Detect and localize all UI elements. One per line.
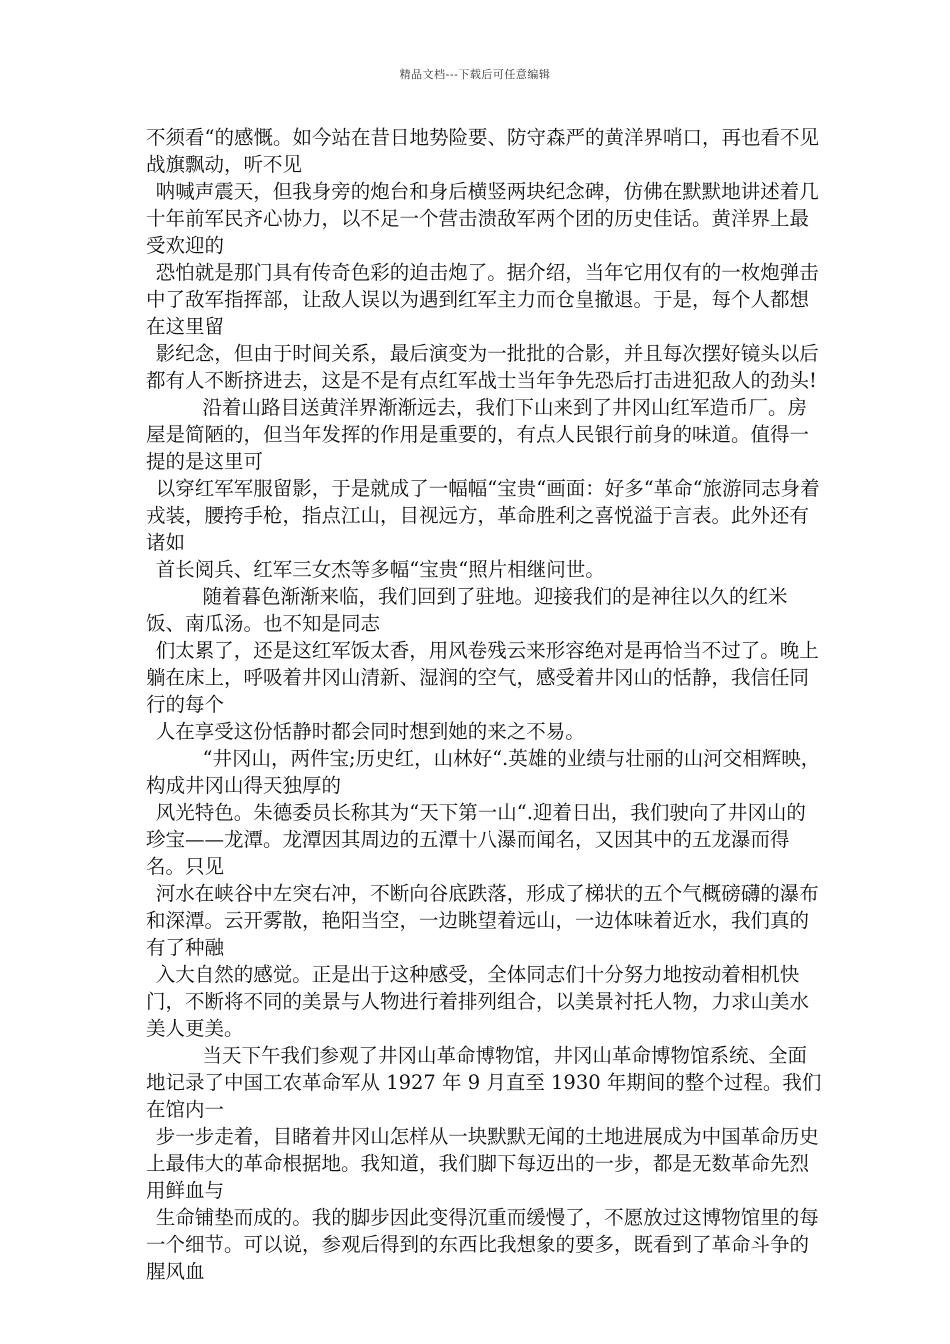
paragraph: 首长阅兵、红军三女杰等多幅“宝贵“照片相继问世。 (155, 558, 605, 581)
paragraph: 人在享受这份恬静时都会同时想到她的来之不易。 (155, 720, 585, 743)
paragraph: 风光特色。朱德委员长称其为“天下第一山“.迎着日出，我们驶向了井冈山的珍宝——龙潭。龙潭因其周边的五潭十八瀑而闻名，又因其中的五龙瀑而得名。只见 (146, 801, 806, 878)
paragraph: 不须看“的感慨。如今站在昔日地势险要、防守森严的黄洋界哨口，再也看不见战旗飘动，听不见 (146, 126, 819, 176)
paragraph: 河水在峡谷中左突右冲，不断向谷底跌落，形成了梯状的五个气概磅礴的瀑布和深潭。云开雾散，艳阳当空，一边眺望着远山，一边体味着近水，我们真的有了种融 (146, 882, 819, 959)
paragraph: 以穿红军军服留影，于是就成了一幅幅“宝贵“画面：好多“革命“旅游同志身着戎装，腰挎手枪，指点江山，目视远方，革命胜利之喜悦溢于言表。此外还有诸如 (146, 477, 820, 554)
paragraph: 恐怕就是那门具有传奇色彩的迫击炮了。据介绍，当年它用仅有的一枚炮弹击中了敌军指挥部，让敌人误以为遇到红军主力而仓皇撤退。于是，每个人都想在这里留 (146, 261, 819, 338)
paragraph: 当天下午我们参观了井冈山革命博物馆，井冈山革命博物馆系统、全面地记录了中国工农革命军从 1927 年 9 月直至 1930 年期间的整个过程。我们在馆内一 (146, 1044, 822, 1121)
paragraph: 入大自然的感觉。正是出于这种感受，全体同志们十分努力地按动着相机快门，不断将不同的美景与人物进行着排列组合，以美景衬托人物，力求山美水美人更美。 (146, 963, 810, 1040)
paragraph: 步一步走着，目睹着井冈山怎样从一块默默无闻的土地进展成为中国革命历史上最伟大的革命根据地。我知道，我们脚下每迈出的一步，都是无数革命先烈用鲜血与 (146, 1125, 819, 1202)
document-body (146, 124, 822, 1285)
paragraph: 沿着山路目送黄洋界渐渐远去，我们下山来到了井冈山红军造币厂。房屋是简陋的，但当年发挥的作用是重要的，有点人民银行前身的味道。值得一提的是这里可 (146, 396, 810, 473)
paragraph: 呐喊声震天，但我身旁的炮台和身后横竖两块纪念碑，仿佛在默默地讲述着几十年前军民齐心协力，以不足一个营击溃敌军两个团的历史佳话。黄洋界上最受欢迎的 (146, 180, 819, 257)
page-header: 精品文档---下载后可任意编辑 (399, 68, 551, 81)
paragraph: 生命铺垫而成的。我的脚步因此变得沉重而缓慢了，不愿放过这博物馆里的每一个细节。可以说，参观后得到的东西比我想象的要多，既看到了革命斗争的腥风血 (146, 1206, 819, 1283)
paragraph: 们太累了，还是这红军饭太香，用风卷残云来形容绝对是再恰当不过了。晚上躺在床上，呼吸着井冈山清新、湿润的空气，感受着井冈山的恬静，我信任同行的每个 (146, 639, 819, 716)
paragraph: “井冈山，两件宝;历史红，山林好“.英雄的业绩与壮丽的山河交相辉映，构成井冈山得天独厚的 (146, 747, 821, 797)
paragraph: 随着暮色渐渐来临，我们回到了驻地。迎接我们的是神往以久的红米饭、南瓜汤。也不知是同志 (146, 585, 788, 635)
paragraph: 影纪念，但由于时间关系，最后演变为一批批的合影，并且每次摆好镜头以后都有人不断挤进去，这是不是有点红军战士当年争先恐后打击进犯敌人的劲头! (146, 342, 819, 392)
